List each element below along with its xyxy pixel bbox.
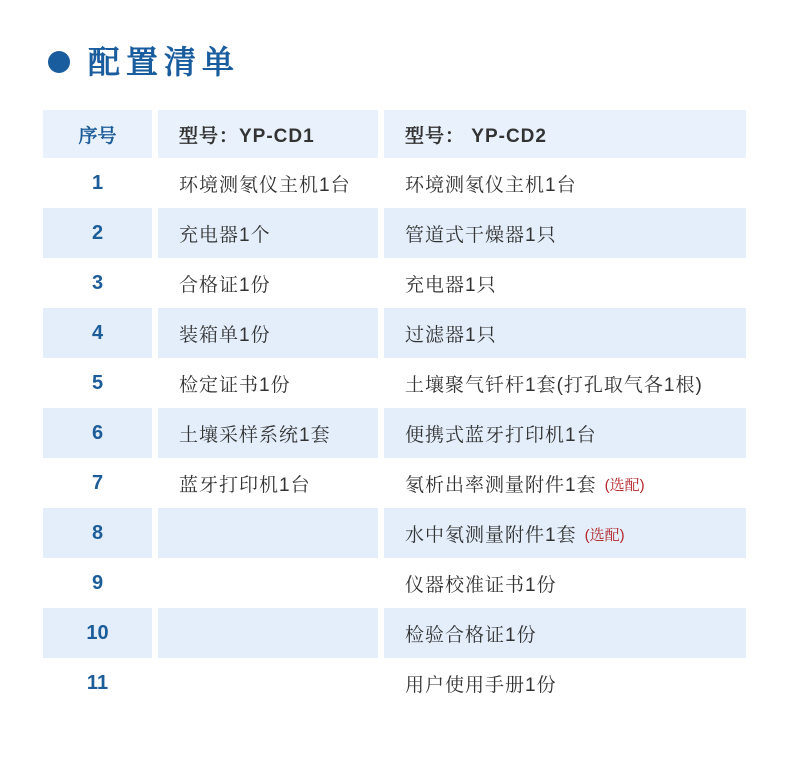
table-row	[43, 558, 746, 608]
item-text: 仪器校准证书1份	[405, 574, 557, 596]
cell-yp-cd1-item	[158, 458, 378, 508]
cell-yp-cd1-item	[158, 208, 378, 258]
row-number: 3	[91, 271, 104, 294]
item-text: 用户使用手册1份	[405, 674, 557, 696]
cell-yp-cd2-item	[384, 558, 746, 608]
header-model-yp-cd2: 型号： YP-CD2	[384, 110, 746, 158]
item-text: 合格证1份	[179, 274, 271, 296]
item-text: 管道式干燥器1只	[405, 224, 557, 246]
cell-yp-cd1-item	[158, 558, 378, 608]
row-number: 1	[91, 171, 104, 194]
item-text: 充电器1只	[405, 274, 497, 296]
header-model-yp-cd1: 型号：YP-CD1	[158, 110, 378, 158]
item-text: 检定证书1份	[179, 374, 291, 396]
row-number: 10	[43, 608, 152, 658]
cell-yp-cd1-item	[158, 308, 378, 358]
cell-yp-cd1-item	[158, 408, 378, 458]
optional-badge: (选配)	[604, 476, 645, 494]
cell-yp-cd1-item	[158, 508, 378, 558]
cell-yp-cd2-item	[384, 408, 746, 458]
page-title: 配置清单	[88, 44, 241, 80]
table-row	[43, 408, 746, 458]
cell-yp-cd1-item	[158, 258, 378, 308]
row-number: 9	[91, 571, 104, 594]
table-row	[43, 258, 746, 308]
cell-yp-cd1-item	[158, 658, 378, 708]
cell-yp-cd1-item	[158, 358, 378, 408]
item-text: 检验合格证1份	[405, 624, 537, 646]
item-text: 充电器1个	[179, 224, 271, 246]
cell-yp-cd2-item	[384, 308, 746, 358]
item-text: 环境测氡仪主机1台	[179, 174, 351, 196]
item-text: 水中氡测量附件1套	[405, 524, 577, 546]
cell-yp-cd2-item	[384, 358, 746, 408]
row-number: 11	[86, 671, 109, 694]
table-row	[43, 508, 746, 558]
row-number: 4	[43, 308, 152, 358]
row-number: 5	[91, 371, 104, 394]
item-text: 装箱单1份	[179, 324, 271, 346]
cell-yp-cd2-item	[384, 458, 746, 508]
bullet-dot-icon	[48, 51, 70, 73]
cell-yp-cd2-item	[384, 258, 746, 308]
header-index: 序号	[43, 110, 152, 158]
item-text: 土壤采样系统1套	[179, 424, 331, 446]
cell-yp-cd1-item	[158, 608, 378, 658]
table-row	[43, 308, 746, 358]
row-number: 2	[43, 208, 152, 258]
cell-yp-cd2-item	[384, 208, 746, 258]
table-header-row	[43, 110, 746, 158]
item-text: 环境测氡仪主机1台	[405, 174, 577, 196]
cell-yp-cd2-item	[384, 508, 746, 558]
table-row	[43, 658, 746, 708]
item-text: 蓝牙打印机1台	[179, 474, 311, 496]
table-row	[43, 458, 746, 508]
table-row	[43, 608, 746, 658]
optional-badge: (选配)	[584, 526, 625, 544]
config-table	[43, 110, 746, 708]
row-number: 7	[91, 471, 104, 494]
cell-yp-cd1-item	[158, 158, 378, 208]
table-body	[43, 158, 746, 708]
table-row	[43, 208, 746, 258]
row-number: 8	[43, 508, 152, 558]
item-text: 氡析出率测量附件1套	[405, 474, 597, 496]
item-text: 便携式蓝牙打印机1台	[405, 424, 597, 446]
section-header	[0, 0, 790, 78]
table-row	[43, 158, 746, 208]
row-number: 6	[43, 408, 152, 458]
item-text: 过滤器1只	[405, 324, 497, 346]
cell-yp-cd2-item	[384, 158, 746, 208]
item-text: 土壤聚气钎杆1套(打孔取气各1根)	[405, 374, 703, 396]
cell-yp-cd2-item	[384, 658, 746, 708]
cell-yp-cd2-item	[384, 608, 746, 658]
table-row	[43, 358, 746, 408]
